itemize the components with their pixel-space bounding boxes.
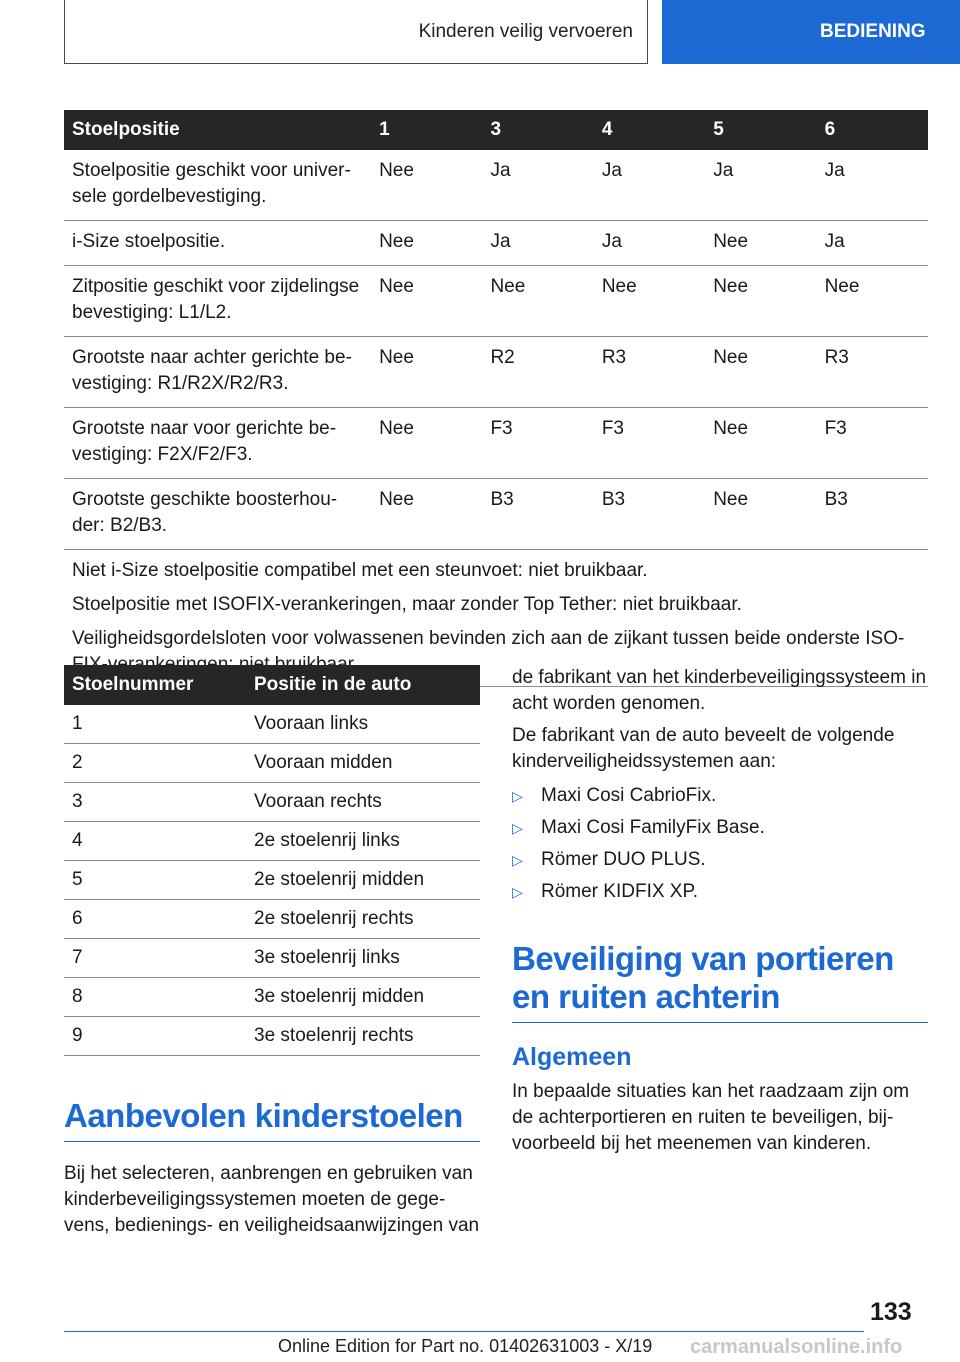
chapter-title: BEDIENING <box>820 21 926 42</box>
list-item <box>512 844 928 876</box>
table-cell: Vooraan midden <box>246 744 480 783</box>
table-cell: Ja <box>482 221 593 266</box>
table-cell: Nee <box>371 150 482 221</box>
section-heading-door-security: Beveiliging van portieren en ruiten achterin <box>512 940 928 1023</box>
table-cell: Nee <box>705 408 816 479</box>
section-title: Kinderen veilig vervoeren <box>418 20 633 42</box>
table-row <box>64 822 480 861</box>
table-row <box>64 1017 480 1056</box>
table-row <box>64 337 928 408</box>
table-row <box>64 900 480 939</box>
table-row <box>64 705 480 744</box>
table-cell: B3 <box>817 479 928 550</box>
list-item <box>512 780 928 812</box>
seat-position-table <box>64 110 928 687</box>
table-cell: B3 <box>482 479 593 550</box>
table-cell: 1 <box>64 705 246 744</box>
header-section-title <box>64 0 648 64</box>
triangle-bullet-icon: ▷ <box>512 787 523 804</box>
table-cell: 2e stoelenrij rechts <box>246 900 480 939</box>
footer-edition: Online Edition for Part no. 01402631003 - X/19 <box>278 1336 653 1356</box>
recommended-seat-list <box>512 780 928 908</box>
door-security-text: In bepaalde situaties kan het raadzaam zijn om de achterportieren en ruiten te beveiligen, bij-voorbeeld bij het meenemen van kinderen. <box>512 1081 910 1154</box>
table-cell: Nee <box>371 337 482 408</box>
table-cell: Nee <box>371 408 482 479</box>
table-row <box>64 783 480 822</box>
table-cell: 2 <box>64 744 246 783</box>
column-header: 5 <box>705 110 816 150</box>
recommended-seats-text: Bij het selecteren, aanbrengen en gebruiken van kinderbeveiligingssystemen moeten de gege-vens, bedienings- en veiligheidsaanwijzingen van <box>64 1163 480 1236</box>
column-header: 1 <box>371 110 482 150</box>
table-note: Veiligheidsgordelsloten voor volwassenen bevinden zich aan de zijkant tussen beide onderste ISO- <box>72 628 905 649</box>
table-row <box>64 744 480 783</box>
list-item-label: Römer KIDFIX XP. <box>541 881 698 902</box>
table-row <box>64 978 480 1017</box>
table-cell: Nee <box>371 221 482 266</box>
section-heading-recommended-seats: Aanbevolen kinderstoelen <box>64 1097 480 1142</box>
table-row <box>64 266 928 337</box>
table-row <box>64 221 928 266</box>
table-row <box>64 939 480 978</box>
list-item <box>512 812 928 844</box>
triangle-bullet-icon: ▷ <box>512 819 523 836</box>
table-cell: 8 <box>64 978 246 1017</box>
table-cell: 3e stoelenrij midden <box>246 978 480 1017</box>
table-cell: Ja <box>817 221 928 266</box>
table-cell: Nee <box>371 266 482 337</box>
triangle-bullet-icon: ▷ <box>512 883 523 900</box>
table-cell: Ja <box>705 150 816 221</box>
list-item-label: Römer DUO PLUS. <box>541 849 706 870</box>
table-cell: 2e stoelenrij links <box>246 822 480 861</box>
table-cell: i-Size stoelpositie. <box>64 221 371 266</box>
table-header-row <box>64 110 928 150</box>
table-row <box>64 479 928 550</box>
table-cell: Grootste naar voor gerichte be-vestiging: F2X/F2/F3. <box>64 408 371 479</box>
table-cell: R2 <box>482 337 593 408</box>
table-cell: Ja <box>594 150 705 221</box>
column-header: Stoelpositie <box>64 110 371 150</box>
table-cell: 7 <box>64 939 246 978</box>
list-item-label: Maxi Cosi FamilyFix Base. <box>541 817 765 838</box>
list-item-label: Maxi Cosi CabrioFix. <box>541 785 717 806</box>
table-cell: Zitpositie geschikt voor zijdelingse bevestiging: L1/L2. <box>64 266 371 337</box>
table-cell: F3 <box>482 408 593 479</box>
page-number: 133 <box>870 1298 912 1326</box>
table-note: Niet i-Size stoelpositie compatibel met een steunvoet: niet bruikbaar. <box>72 560 648 581</box>
footer-divider <box>64 1331 864 1332</box>
table-row <box>64 150 928 221</box>
table-cell: Vooraan links <box>246 705 480 744</box>
table-cell: Ja <box>594 221 705 266</box>
table-cell: R3 <box>817 337 928 408</box>
table-cell: 3 <box>64 783 246 822</box>
table-cell: 4 <box>64 822 246 861</box>
table-note: Stoelpositie met ISOFIX-verankeringen, maar zonder Top Tether: niet bruikbaar. <box>72 594 742 615</box>
table-header-row <box>64 665 480 705</box>
table-cell: R3 <box>594 337 705 408</box>
table-cell: F3 <box>817 408 928 479</box>
table-cell: Nee <box>594 266 705 337</box>
seat-number-table <box>64 665 480 1056</box>
table-cell: Nee <box>705 479 816 550</box>
table-row <box>64 408 928 479</box>
table-cell: Nee <box>482 266 593 337</box>
column-header: Positie in de auto <box>246 665 480 705</box>
column-header: 3 <box>482 110 593 150</box>
list-item <box>512 876 928 908</box>
table-cell: 2e stoelenrij midden <box>246 861 480 900</box>
table-cell: Vooraan rechts <box>246 783 480 822</box>
subheading-general: Algemeen <box>512 1043 632 1071</box>
manufacturer-text: de fabrikant van het kinderbeveiligingssysteem in acht worden genomen. <box>512 667 927 714</box>
table-cell: Ja <box>817 150 928 221</box>
table-cell: 3e stoelenrij links <box>246 939 480 978</box>
table-cell: 5 <box>64 861 246 900</box>
column-header: 4 <box>594 110 705 150</box>
table-cell: 9 <box>64 1017 246 1056</box>
column-header: 6 <box>817 110 928 150</box>
table-cell: Nee <box>705 221 816 266</box>
table-cell: Grootste geschikte boosterhou-der: B2/B3. <box>64 479 371 550</box>
table-cell: Nee <box>705 266 816 337</box>
header-chapter-tab <box>662 0 960 64</box>
table-cell: 3e stoelenrij rechts <box>246 1017 480 1056</box>
triangle-bullet-icon: ▷ <box>512 851 523 868</box>
table-cell: Nee <box>817 266 928 337</box>
column-header: Stoelnummer <box>64 665 246 705</box>
table-cell: 6 <box>64 900 246 939</box>
table-cell: Stoelpositie geschikt voor univer-sele gordelbevestiging. <box>64 150 371 221</box>
watermark: carmanualsonline.info <box>690 1336 903 1358</box>
table-cell: Ja <box>482 150 593 221</box>
table-row <box>64 861 480 900</box>
table-cell: Nee <box>371 479 482 550</box>
table-cell: Nee <box>705 337 816 408</box>
recommendation-intro: De fabrikant van de auto beveelt de volgende kinderveiligheidssystemen aan: <box>512 725 895 772</box>
table-cell: Grootste naar achter gerichte be-vestiging: R1/R2X/R2/R3. <box>64 337 371 408</box>
table-cell: F3 <box>594 408 705 479</box>
table-cell: B3 <box>594 479 705 550</box>
